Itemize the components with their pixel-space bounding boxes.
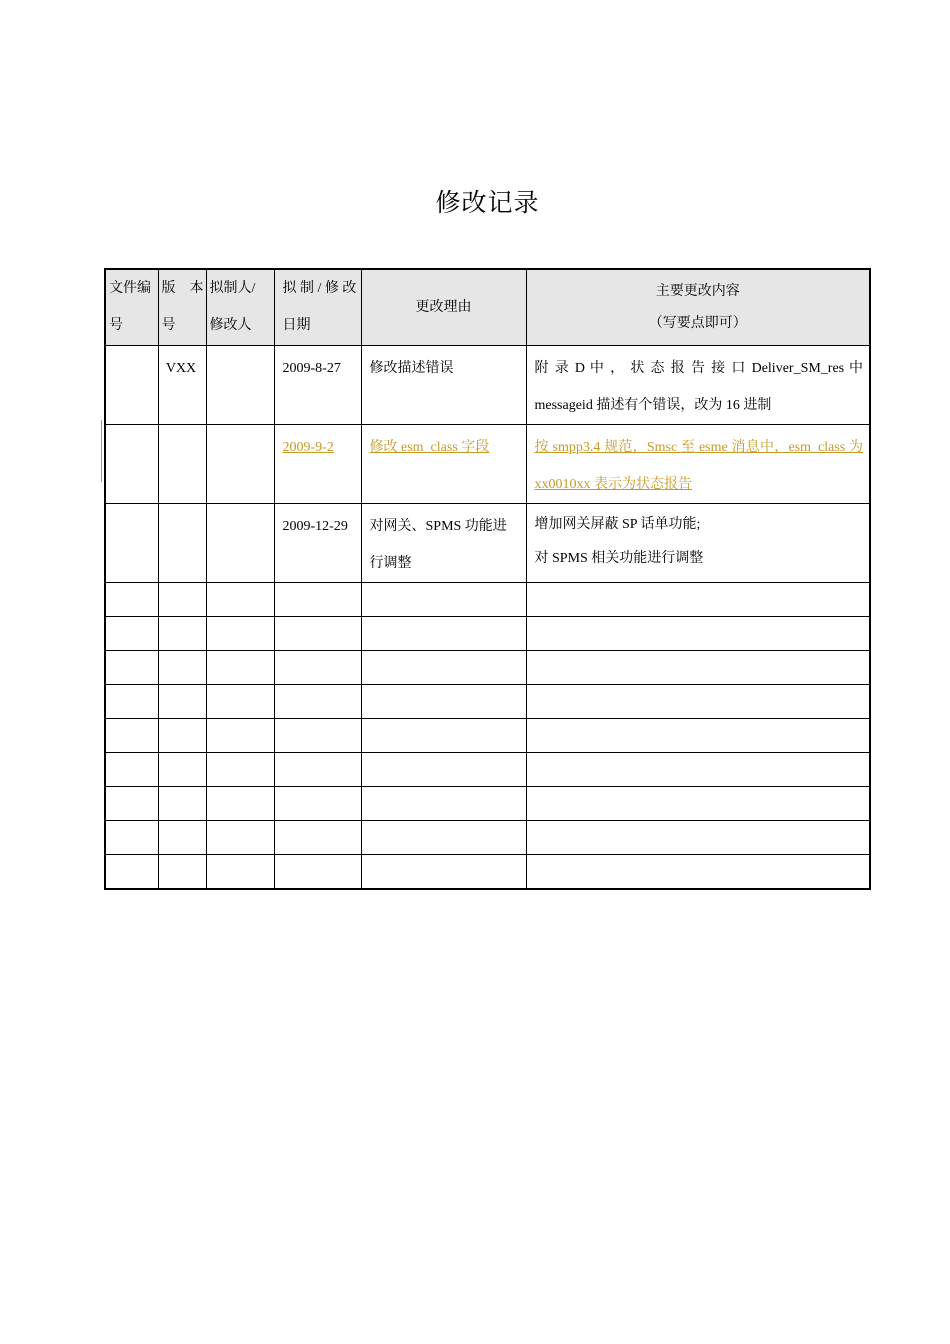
header-version-line2: 号 bbox=[161, 318, 176, 333]
cell-doc-no bbox=[105, 425, 158, 504]
empty-cell bbox=[105, 855, 158, 890]
empty-cell bbox=[361, 855, 526, 890]
cell-date bbox=[274, 504, 361, 583]
table-row-empty bbox=[105, 719, 870, 753]
header-author-line2: 修改人 bbox=[209, 318, 252, 333]
empty-cell bbox=[274, 787, 361, 821]
empty-cell bbox=[274, 753, 361, 787]
header-author-line1: 拟制人/ bbox=[209, 281, 256, 296]
empty-cell bbox=[274, 617, 361, 651]
header-doc-no-line2: 号 bbox=[109, 318, 123, 333]
cell-doc-no-text bbox=[106, 346, 158, 350]
empty-cell bbox=[361, 617, 526, 651]
empty-cell bbox=[105, 651, 158, 685]
cell-content-line1: 增加网关屏蔽 SP 话单功能; bbox=[534, 517, 701, 532]
header-content-line2: （写要点即可） bbox=[648, 315, 747, 331]
empty-cell bbox=[158, 583, 206, 617]
empty-cell bbox=[526, 651, 870, 685]
empty-cell bbox=[526, 583, 870, 617]
cell-version bbox=[158, 504, 206, 583]
empty-cell bbox=[206, 787, 274, 821]
cell-content bbox=[526, 504, 870, 583]
empty-cell bbox=[158, 787, 206, 821]
empty-cell bbox=[274, 855, 361, 890]
empty-cell bbox=[158, 753, 206, 787]
page-title: 修改记录 bbox=[435, 188, 540, 217]
empty-cell bbox=[158, 685, 206, 719]
empty-cell bbox=[158, 821, 206, 855]
empty-cell bbox=[105, 583, 158, 617]
table-row-empty bbox=[105, 685, 870, 719]
table-header-row bbox=[105, 269, 870, 346]
cell-doc-no bbox=[105, 346, 158, 425]
empty-cell bbox=[105, 821, 158, 855]
empty-cell bbox=[105, 719, 158, 753]
cell-doc-no bbox=[105, 504, 158, 583]
cell-author-text bbox=[207, 346, 274, 350]
empty-cell bbox=[361, 719, 526, 753]
cell-reason-text: 修改描述错误 bbox=[369, 361, 454, 376]
table-row-empty bbox=[105, 787, 870, 821]
cell-doc-no-text bbox=[106, 504, 158, 508]
empty-cell bbox=[526, 821, 870, 855]
cell-reason-link[interactable]: 修改 esm_class 字段 bbox=[369, 440, 490, 455]
empty-cell bbox=[526, 617, 870, 651]
empty-cell bbox=[274, 651, 361, 685]
cell-reason-text: 对网关、SPMS 功能进行调整 bbox=[369, 519, 507, 571]
header-content-line1: 主要更改内容 bbox=[655, 283, 740, 299]
empty-cell bbox=[105, 753, 158, 787]
empty-cell bbox=[361, 583, 526, 617]
empty-cell bbox=[105, 617, 158, 651]
empty-cell bbox=[361, 787, 526, 821]
cell-version-text bbox=[159, 425, 206, 429]
empty-cell bbox=[158, 651, 206, 685]
cell-content-line2: 对 SPMS 相关功能进行调整 bbox=[534, 551, 704, 566]
header-version bbox=[158, 269, 206, 346]
cell-content-link[interactable]: 按 smpp3.4 规范，Smsc 至 esme 消息中，esm_class 为 xx0010xx 表示为状态报告 bbox=[534, 440, 863, 492]
empty-cell bbox=[526, 685, 870, 719]
empty-cell bbox=[206, 753, 274, 787]
empty-cell bbox=[206, 583, 274, 617]
header-author bbox=[206, 269, 274, 346]
revision-table bbox=[104, 268, 871, 890]
header-reason-label: 更改理由 bbox=[415, 299, 472, 315]
empty-cell bbox=[206, 719, 274, 753]
empty-cell bbox=[206, 855, 274, 890]
table-row bbox=[105, 346, 870, 425]
empty-cell bbox=[274, 685, 361, 719]
header-doc-no bbox=[105, 269, 158, 346]
cell-reason bbox=[361, 346, 526, 425]
cell-date bbox=[274, 425, 361, 504]
empty-cell bbox=[105, 685, 158, 719]
cell-date-link[interactable]: 2009-9-2 bbox=[282, 440, 334, 455]
empty-cell bbox=[274, 719, 361, 753]
empty-cell bbox=[361, 821, 526, 855]
empty-cell bbox=[206, 651, 274, 685]
cell-content-text: 附 录 D 中 ， 状 态 报 告 接 口 Deliver_SM_res 中 messageid 描述有个错误，改为 16 进制 bbox=[534, 361, 863, 413]
table-row-empty bbox=[105, 651, 870, 685]
empty-cell bbox=[158, 719, 206, 753]
cell-author bbox=[206, 504, 274, 583]
empty-cell bbox=[105, 787, 158, 821]
table-row-empty bbox=[105, 821, 870, 855]
empty-cell bbox=[274, 821, 361, 855]
header-content bbox=[526, 269, 870, 346]
cell-content bbox=[526, 346, 870, 425]
empty-cell bbox=[361, 651, 526, 685]
cell-author bbox=[206, 425, 274, 504]
header-date-line2: 日期 bbox=[282, 318, 311, 333]
cell-date-text: 2009-12-29 bbox=[282, 519, 348, 534]
cell-reason bbox=[361, 504, 526, 583]
cell-doc-no-text bbox=[106, 425, 158, 429]
margin-change-bar bbox=[101, 420, 102, 482]
table-row-empty bbox=[105, 583, 870, 617]
cell-version bbox=[158, 346, 206, 425]
header-reason bbox=[361, 269, 526, 346]
empty-cell bbox=[206, 821, 274, 855]
empty-cell bbox=[361, 685, 526, 719]
cell-version-text: VXX bbox=[165, 361, 197, 376]
cell-date-text: 2009-8-27 bbox=[282, 361, 341, 376]
empty-cell bbox=[158, 855, 206, 890]
header-date bbox=[274, 269, 361, 346]
empty-cell bbox=[526, 855, 870, 890]
header-date-line1: 拟 制 / 修 改 bbox=[282, 281, 357, 296]
empty-cell bbox=[361, 753, 526, 787]
header-version-line1: 版 本 bbox=[161, 281, 204, 296]
cell-version bbox=[158, 425, 206, 504]
cell-content bbox=[526, 425, 870, 504]
empty-cell bbox=[206, 617, 274, 651]
table-row bbox=[105, 504, 870, 583]
table-row-empty bbox=[105, 855, 870, 890]
cell-date bbox=[274, 346, 361, 425]
empty-cell bbox=[158, 617, 206, 651]
empty-cell bbox=[526, 753, 870, 787]
cell-author-text bbox=[207, 504, 274, 508]
empty-cell bbox=[526, 787, 870, 821]
table-row-empty bbox=[105, 617, 870, 651]
empty-cell bbox=[206, 685, 274, 719]
empty-cell bbox=[526, 719, 870, 753]
header-doc-no-line1: 文件编 bbox=[109, 281, 151, 296]
cell-reason bbox=[361, 425, 526, 504]
table-row-empty bbox=[105, 753, 870, 787]
cell-author-text bbox=[207, 425, 274, 429]
table-row bbox=[105, 425, 870, 504]
cell-version-text bbox=[159, 504, 206, 508]
cell-author bbox=[206, 346, 274, 425]
empty-cell bbox=[274, 583, 361, 617]
